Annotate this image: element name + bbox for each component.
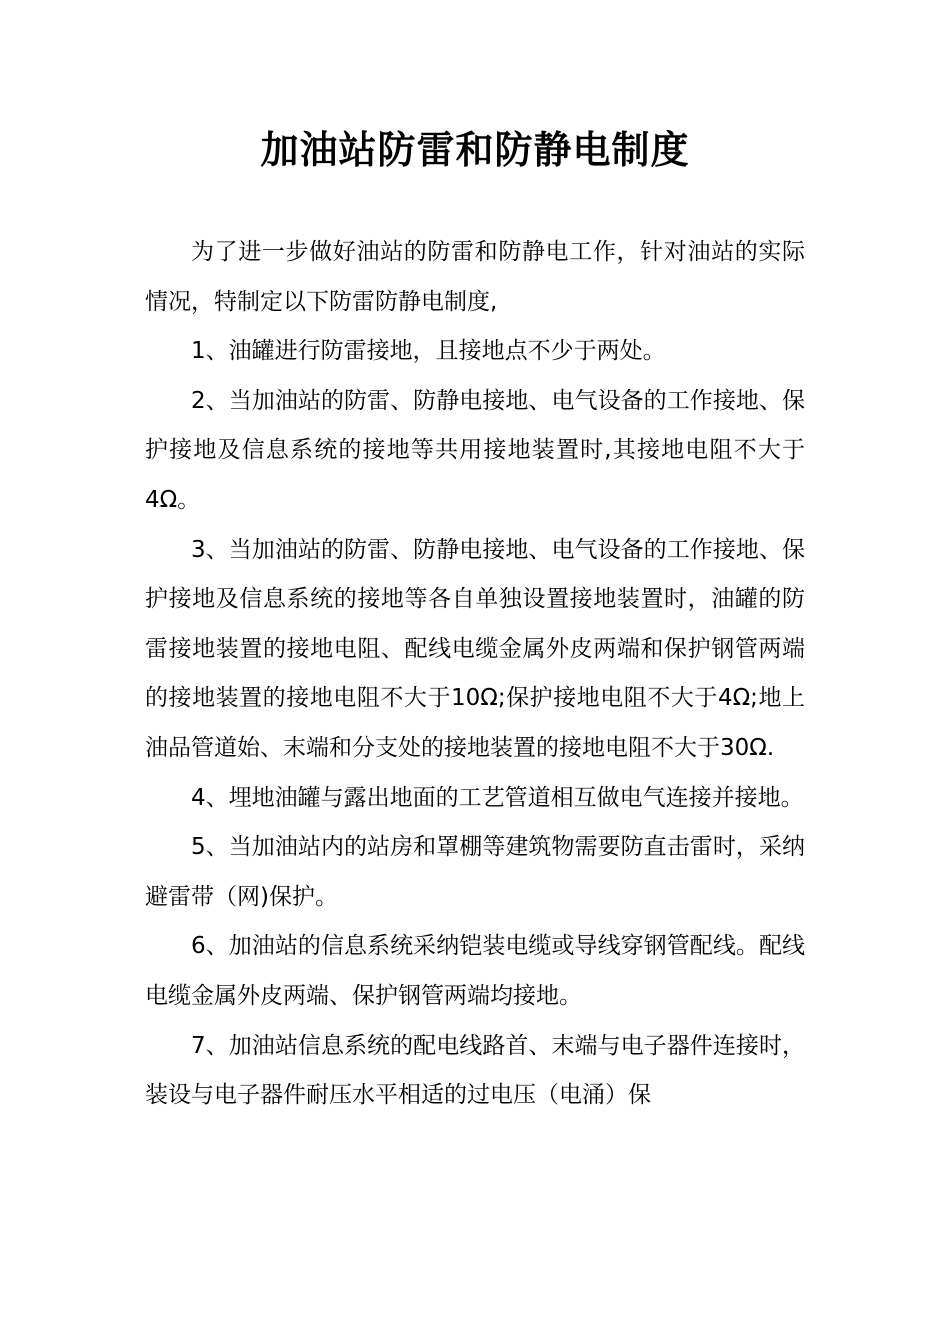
- rule-3-paragraph: 3、当加油站的防雷、防静电接地、电气设备的工作接地、保护接地及信息系统的接地等各自单独设置接地装置时，油罐的防雷接地装置的接地电阻、配线电缆金属外皮两端和保护钢管两端的接地装置的接地电阻不大于10Ω;保护接地电阻不大于4Ω;地上油品管道始、末端和分支处的接地装置的接地电阻不大于30Ω.: [145, 536, 805, 761]
- rule-7-paragraph: 7、加油站信息系统的配电线路首、末端与电子器件连接时，装设与电子器件耐压水平相适的过电压（电涌）保: [145, 1032, 805, 1109]
- intro-paragraph: 为了进一步做好油站的防雷和防静电工作，针对油站的实际情况，特制定以下防雷防静电制度,: [145, 239, 805, 315]
- rule-4-paragraph: 4、埋地油罐与露出地面的工艺管道相互做电气连接并接地。: [191, 784, 804, 811]
- document-body: [145, 228, 805, 1121]
- document-title: 加油站防雷和防静电制度: [260, 127, 690, 172]
- rule-1-paragraph: 1、油罐进行防雷接地，且接地点不少于两处。: [191, 338, 666, 365]
- rule-5-paragraph: 5、当加油站内的站房和罩棚等建筑物需要防直击雷时，采纳避雷带（网)保护。: [145, 834, 805, 910]
- rule-2-paragraph: 2、当加油站的防雷、防静电接地、电气设备的工作接地、保护接地及信息系统的接地等共用接地装置时,其接地电阻不大于4Ω。: [145, 387, 805, 513]
- rule-6-paragraph: 6、加油站的信息系统采纳铠装电缆或导线穿钢管配线。配线电缆金属外皮两端、保护钢管两端均接地。: [145, 933, 805, 1009]
